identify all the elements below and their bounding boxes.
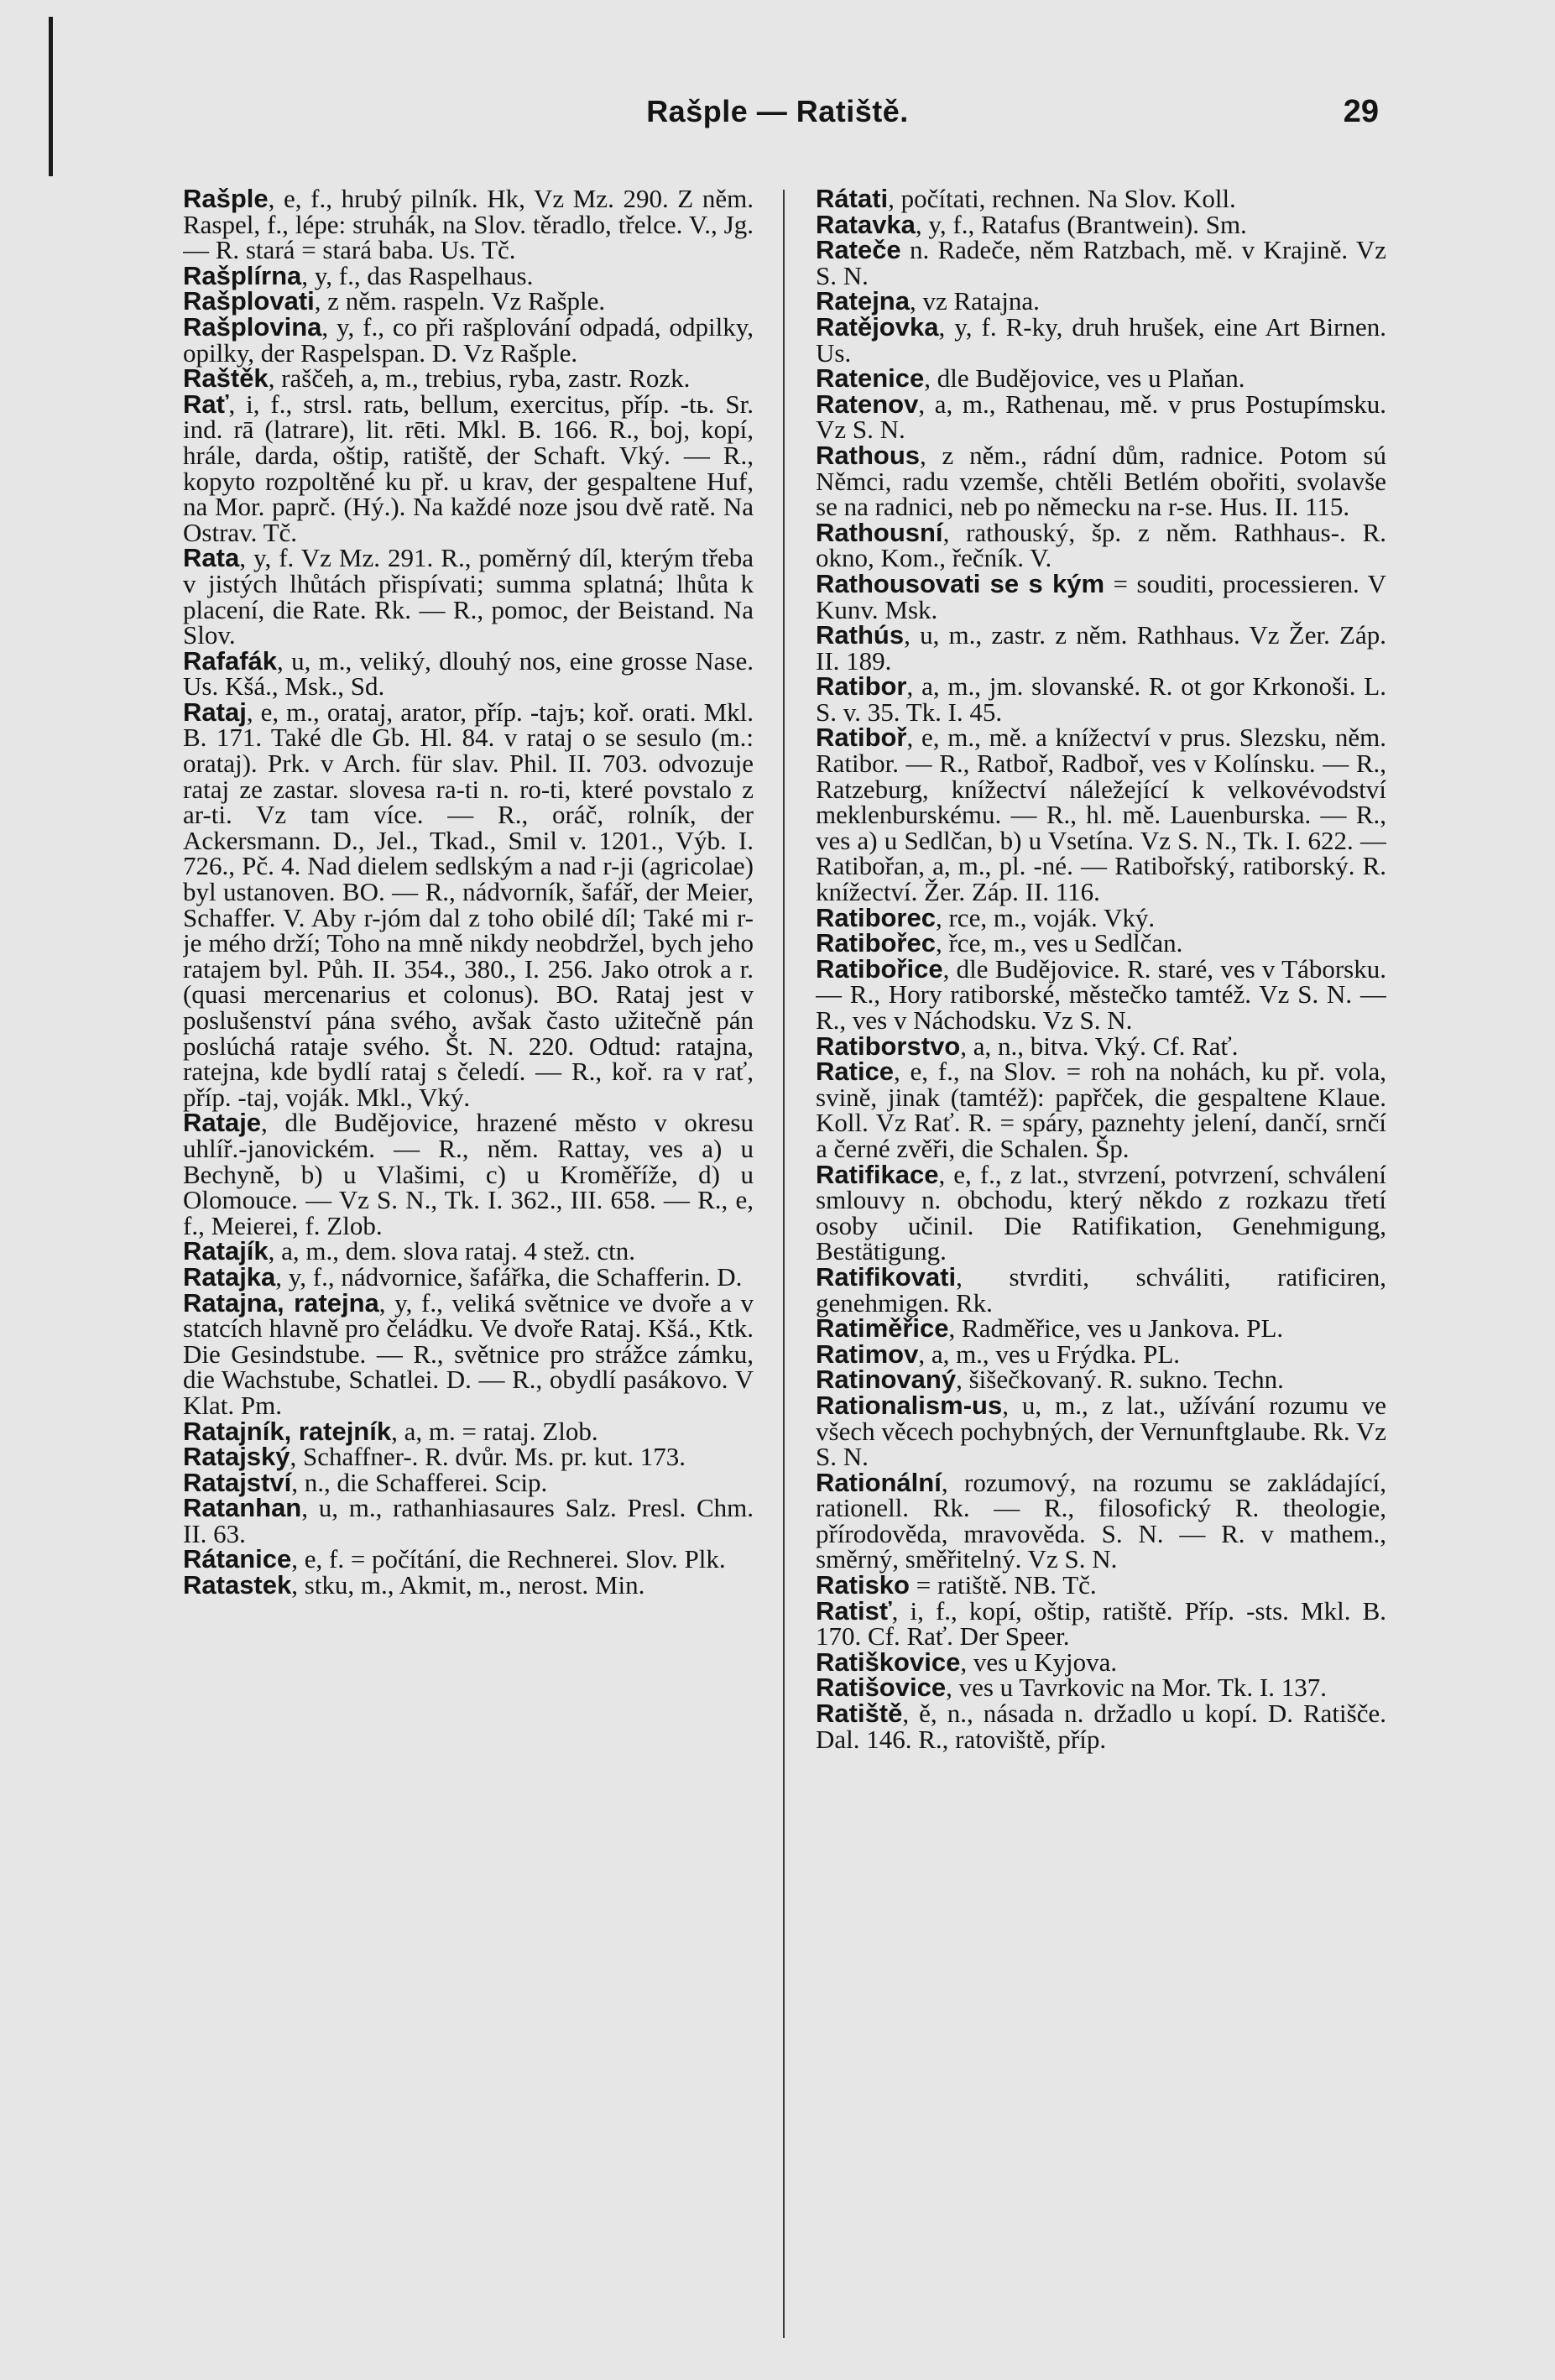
entry-headword: Ratiborstvo bbox=[816, 1031, 961, 1061]
dictionary-entry bbox=[816, 1390, 1386, 1472]
dictionary-entry bbox=[816, 1467, 1386, 1574]
entry-definition: , stku, m., Akmit, m., nerost. Min. bbox=[291, 1570, 645, 1600]
entry-headword: Ratiškovice bbox=[816, 1647, 961, 1677]
entry-definition: , dle Budějovice, hrazené město v okresu uhlíř.-janovickém. — R., něm. Rattay, ves a) u Bechyně, b) u Vlašimi, c) u Kroměříže, d) u Olomouce. — Vz S. N., Tk. I. 362., III. 658. — R., e, f., Meierei, f. Zlob. bbox=[183, 1108, 754, 1240]
entry-headword: Ratice bbox=[816, 1057, 895, 1087]
dictionary-entry bbox=[816, 671, 1386, 727]
entry-definition: , y, f., Ratafus (Brantwein). Sm. bbox=[915, 209, 1247, 239]
entry-headword: Rať bbox=[183, 389, 229, 419]
entry-definition: , rozumový, na rozumu se zakládající, rationell. Rk. — R., filosofický R. theologie, přírodověda, mravověda. S. N. — R. v mathem., směrný, směřitelný. Vz S. N. bbox=[816, 1467, 1386, 1574]
dictionary-entry bbox=[816, 186, 1386, 212]
dictionary-entry bbox=[816, 620, 1386, 676]
entry-headword: Rátanice bbox=[183, 1544, 292, 1574]
dictionary-entry bbox=[816, 953, 1386, 1035]
dictionary-entry bbox=[816, 1647, 1386, 1677]
dictionary-entry bbox=[816, 1059, 1386, 1161]
entry-definition: , y, f. R-ky, druh hrušek, eine Art Birnen. Us. bbox=[816, 311, 1386, 368]
entry-definition: , Schaffner-. R. dvůr. Ms. pr. kut. 173. bbox=[290, 1442, 686, 1472]
entry-headword: Ratějovka bbox=[816, 311, 939, 342]
dictionary-entry bbox=[183, 1236, 754, 1266]
entry-definition: , u, m., veliký, dlouhý nos, eine grosse Nase. Us. Kšá., Msk., Sd. bbox=[183, 645, 754, 702]
entry-headword: Rašplovati bbox=[183, 286, 315, 316]
entry-headword: Ratejna bbox=[816, 286, 910, 316]
entry-definition: , y, f., nádvornice, šafářka, die Schafferin. D. bbox=[275, 1261, 743, 1292]
dictionary-entry bbox=[183, 1495, 754, 1547]
dictionary-entry bbox=[183, 1467, 754, 1497]
entry-definition: , ě, n., násada n. držadlo u kopí. D. Ratišče. Dal. 146. R., ratoviště, příp. bbox=[816, 1699, 1386, 1754]
entry-headword: Ratajství bbox=[183, 1467, 292, 1497]
right-column bbox=[816, 186, 1386, 2360]
entry-definition: , šišečkovaný. R. sukno. Techn. bbox=[956, 1365, 1284, 1395]
dictionary-entry bbox=[816, 1367, 1386, 1393]
dictionary-entry bbox=[816, 1313, 1386, 1344]
entry-definition: , a, m., jm. slovanské. R. ot gor Krkonoši. L. S. v. 35. Tk. I. 45. bbox=[816, 671, 1386, 727]
dictionary-entry bbox=[183, 363, 754, 394]
entry-headword: Ratanhan bbox=[183, 1493, 302, 1523]
entry-definition: , u, m., z lat., užívání rozumu ve všech věcech pochybných, der Vernunftglaube. Rk. Vz S. N. bbox=[816, 1390, 1386, 1472]
entry-headword: Rathousovati se s kým bbox=[816, 568, 1105, 598]
dictionary-entry bbox=[816, 902, 1386, 932]
entry-definition: , Radměřice, ves u Jankova. PL. bbox=[948, 1313, 1284, 1344]
dictionary-entry bbox=[183, 286, 754, 316]
entry-headword: Ratavka bbox=[816, 209, 916, 239]
entry-definition: n. Radeče, něm Ratzbach, mě. v Krajině. Vz S. N. bbox=[816, 235, 1386, 290]
dictionary-entry bbox=[816, 725, 1386, 905]
dictionary-entry bbox=[816, 237, 1386, 289]
entry-headword: Rátati bbox=[816, 186, 889, 213]
entry-definition: , vz Ratajna. bbox=[909, 286, 1040, 316]
entry-headword: Ratajna, ratejna bbox=[183, 1287, 379, 1318]
entry-definition: , raščeh, a, m., trebius, ryba, zastr. Rozk. bbox=[268, 363, 691, 394]
dictionary-entry bbox=[183, 1261, 754, 1292]
dictionary-entry bbox=[816, 1159, 1386, 1266]
dictionary-entry bbox=[183, 186, 754, 264]
dictionary-entry bbox=[816, 363, 1386, 394]
entry-headword: Ratifikovati bbox=[816, 1261, 957, 1292]
entry-definition: , u, m., zastr. z něm. Rathhaus. Vz Žer. Záp. II. 189. bbox=[816, 620, 1386, 676]
entry-headword: Rašplírna bbox=[183, 260, 302, 290]
dictionary-entry bbox=[183, 260, 754, 290]
entry-headword: Ratajský bbox=[183, 1442, 290, 1472]
dictionary-entry bbox=[183, 697, 754, 1112]
left-column bbox=[183, 186, 754, 2360]
entry-headword: Rataj bbox=[183, 697, 247, 727]
entry-headword: Ratiměřice bbox=[816, 1313, 949, 1344]
entry-headword: Ratiště bbox=[816, 1699, 903, 1729]
dictionary-entry bbox=[183, 311, 754, 368]
entry-definition: , a, m. = rataj. Zlob. bbox=[391, 1416, 598, 1446]
entry-definition: , n., die Schafferei. Scip. bbox=[291, 1467, 548, 1497]
entry-headword: Ratenov bbox=[816, 389, 919, 419]
entry-definition: , a, n., bitva. Vký. Cf. Rať. bbox=[960, 1031, 1239, 1061]
dictionary-entry bbox=[183, 1544, 754, 1574]
entry-definition: , z něm. raspeln. Vz Rašple. bbox=[314, 286, 606, 316]
dictionary-entry bbox=[816, 311, 1386, 368]
entry-headword: Rata bbox=[183, 543, 240, 573]
dictionary-entry bbox=[183, 1416, 754, 1446]
entry-headword: Ratenice bbox=[816, 363, 925, 394]
entry-definition: = souditi, processieren. V Kunv. Msk. bbox=[816, 568, 1386, 624]
entry-definition: = ratiště. NB. Tč. bbox=[909, 1570, 1097, 1600]
dictionary-entry bbox=[816, 517, 1386, 573]
entry-headword: Rašple bbox=[183, 186, 269, 213]
entry-headword: Ratimov bbox=[816, 1339, 919, 1369]
entry-definition: , i, f., strsl. ratь, bellum, exercitus, příp. -tь. Sr. ind. rā (latrare), lit. rēti. Mkl. B. 166. R., boj, kopí, hrále, darda, oštip, ratiště, der Schaft. Vký. — R., kopyto rozpoltěné ku př. u krav, der gespaltene Huf, na Mor. paprč. (Hý.). Na každé noze jsou dvě ratě. Na Ostrav. Tč. bbox=[183, 389, 754, 547]
entry-headword: Ratajník, ratejník bbox=[183, 1416, 392, 1446]
dictionary-entry bbox=[816, 1570, 1386, 1600]
entry-headword: Rathús bbox=[816, 620, 905, 650]
entry-definition: , řce, m., ves u Sedlčan. bbox=[935, 928, 1183, 958]
entry-definition: , ves u Tavrkovic na Mor. Tk. I. 137. bbox=[946, 1673, 1327, 1703]
entry-definition: , y, f., veliká světnice ve dvoře a v statcích hlavně pro čeládku. Ve dvoře Rataj. Kšá., Ktk. Die Gesindstube. — R., světnice pro strážce zámku, die Wachstube, Schatlei. D. — R., obydlí pasákovo. V Klat. Pm. bbox=[183, 1287, 754, 1420]
dictionary-entry bbox=[816, 286, 1386, 316]
entry-headword: Rafafák bbox=[183, 645, 277, 676]
entry-headword: Rationalism-us bbox=[816, 1390, 1003, 1420]
entry-definition: , e, f. = počítání, die Rechnerei. Slov. Plk. bbox=[291, 1544, 726, 1574]
dictionary-entry bbox=[816, 1261, 1386, 1318]
entry-headword: Ratiboř bbox=[816, 723, 907, 753]
entry-headword: Ratišovice bbox=[816, 1673, 947, 1703]
dictionary-entry bbox=[183, 1570, 754, 1600]
entry-headword: Ratajka bbox=[183, 1261, 276, 1292]
entry-headword: Rationální bbox=[816, 1467, 942, 1497]
dictionary-entry bbox=[816, 1031, 1386, 1061]
dictionary-entry bbox=[816, 440, 1386, 522]
dictionary-entry bbox=[183, 1110, 754, 1239]
dictionary-entry bbox=[183, 645, 754, 702]
entry-definition: , počítati, rechnen. Na Slov. Koll. bbox=[888, 186, 1236, 213]
entry-definition: , a, m., dem. slova rataj. 4 stež. ctn. bbox=[268, 1236, 635, 1266]
entry-definition: , dle Budějovice. R. staré, ves v Táborsku. — R., Hory ratiborské, městečko tamtéž. Vz S. N. — R., ves v Náchodsku. Vz S. N. bbox=[816, 953, 1386, 1035]
dictionary-entry bbox=[816, 1675, 1386, 1701]
entry-definition: , e, m., oratај, arator, příp. -tajъ; koř. orati. Mkl. B. 171. Také dle Gb. Hl. 84. v rataj o se sesulo (m.: oratај). Prk. v Arch. für slav. Phil. II. 703. odvozuje rataj ze zastar. slovesa ra-ti n. ro-ti, které povstalo z ar-ti. Vz tam více. — R., oráč, rolník, der Ackersmann. D., Jel., Tkad., Smil v. 1201., Výb. I. 726., Pč. 4. Nad dielem sedlským a nad r-ji (agricolae) byl ustanoven. BO. — R., nádvorník, šafář, der Meier, Schaffer. V. Aby r-jóm dal z toho obilé díl; Také mi r-je mého drží; Toho na mně nikdy neobdržel, bych jeho ratajem byl. Půh. II. 354., 380., I. 256. Jako otrok a r. (quasi mercenarius et colonus). BO. Rataj jest v poslušenství pána svého, avšak často užitečně pán poslúchá rataje svého. Št. N. 220. Odtud: ratajna, ratejna, kde bydlí rataj s čeledí. — R., koř. ra v rať, příp. -taj, voják. Mkl., Vký. bbox=[183, 697, 754, 1112]
dictionary-entry bbox=[816, 928, 1386, 958]
page-header bbox=[0, 94, 1555, 144]
entry-definition: , e, f., na Slov. = roh na nohách, ku př. vola, svině, jinak (tamtéž): papřček, die gespaltene Klaue. Koll. Vz Rať. R. = spáry, paznehty jelení, dančí, srnčí a černé zvěři, die Schalen. Šp. bbox=[816, 1057, 1386, 1163]
entry-headword: Ratajík bbox=[183, 1236, 269, 1266]
dictionary-entry bbox=[183, 1444, 754, 1470]
dictionary-entry bbox=[816, 1701, 1386, 1752]
entry-headword: Ratifikace bbox=[816, 1159, 939, 1189]
entry-definition: , y, f. Vz Mz. 291. R., poměrný díl, kterým třeba v jistých lhůtách přispívati; summa splatná; lhůta k placení, die Rate. Rk. — R., pomoc, der Beistand. Na Slov. bbox=[183, 543, 754, 650]
dictionary-entry bbox=[816, 209, 1386, 239]
entry-definition: , dle Budějovice, ves u Plaňan. bbox=[924, 363, 1245, 394]
entry-headword: Raštěk bbox=[183, 363, 269, 394]
entry-definition: , u, m., rathanhiasaures Salz. Presl. Chm. II. 63. bbox=[183, 1493, 754, 1548]
entry-headword: Ratibořice bbox=[816, 953, 943, 984]
entry-headword: Rataje bbox=[183, 1108, 262, 1138]
page-number: 29 bbox=[1343, 94, 1379, 129]
dictionary-entry bbox=[816, 1595, 1386, 1652]
entry-definition: , e, f., hrubý pilník. Hk, Vz Mz. 290. Z něm. Raspel, f., lépe: struhák, na Slov. těradlo, třelce. V., Jg. — R. stará = stará baba. Us. Tč. bbox=[183, 186, 754, 265]
entry-headword: Ratinovaný bbox=[816, 1365, 957, 1395]
entry-definition: , a, m., Rathenau, mě. v prus Postupímsku. Vz S. N. bbox=[816, 389, 1386, 445]
dictionary-entry bbox=[183, 389, 754, 547]
entry-headword: Ratibořec bbox=[816, 928, 936, 958]
entry-definition: , rathouský, šp. z něm. Rathhaus-. R. okno, Kom., řečník. V. bbox=[816, 517, 1386, 573]
entry-headword: Rathousní bbox=[816, 517, 943, 547]
dictionary-entry bbox=[183, 1287, 754, 1420]
entry-definition: , e, m., mě. a knížectví v prus. Slezsku, něm. Ratibor. — R., Ratboř, Radboř, ves v Kolínsku. — R., Ratzeburg, knížectví náležející k velkovévodství meklenburskému. — R., hl. mě. Lauenburska. — R., ves a) u Sedlčan, b) u Vsetína. Vz S. N., Tk. I. 622. — Ratibořan, a, m., pl. -né. — Ratibořský, ratiborský. R. knížectví. Žer. Záp. II. 116. bbox=[816, 723, 1386, 907]
entry-headword: Ratastek bbox=[183, 1570, 292, 1600]
entry-definition: , a, m., ves u Frýdka. PL. bbox=[918, 1339, 1181, 1369]
dictionary-entry bbox=[816, 568, 1386, 624]
entry-headword: Ratibor bbox=[816, 671, 907, 702]
entry-definition: , e, f., z lat., stvrzení, potvrzení, schválení smlouvy n. obchodu, který někdo z rozkazu třetí osoby učinil. Die Ratifikation, Genehmigung, Bestätigung. bbox=[816, 1159, 1386, 1266]
dictionary-entry bbox=[183, 545, 754, 648]
entry-headword: Ratiborec bbox=[816, 902, 936, 932]
entry-headword: Rathous bbox=[816, 440, 920, 470]
dictionary-entry bbox=[816, 1339, 1386, 1369]
entry-headword: Ratisko bbox=[816, 1570, 910, 1600]
entry-definition: , z něm., rádní dům, radnice. Potom sú Němci, radu vzemše, chtěli Betlém obořiti, svolavše se na radnici, neb po německu na r-se. Hus. II. 115. bbox=[816, 440, 1386, 522]
entry-definition: , stvrditi, schváliti, ratificiren, genehmigen. Rk. bbox=[816, 1261, 1386, 1318]
entry-definition: , i, f., kopí, oštip, ratiště. Příp. -sts. Mkl. B. 170. Cf. Rať. Der Speer. bbox=[816, 1595, 1386, 1652]
dictionary-entry bbox=[816, 389, 1386, 445]
entry-headword: Ratisť bbox=[816, 1595, 892, 1626]
entry-definition: , y, f., das Raspelhaus. bbox=[301, 260, 534, 290]
entry-definition: , ves u Kyjova. bbox=[960, 1647, 1118, 1677]
column-divider bbox=[783, 190, 785, 2338]
entry-definition: , y, f., co při rašplování odpadá, odpilky, opilky, der Raspelspan. D. Vz Rašple. bbox=[183, 311, 754, 368]
entry-definition: , rce, m., voják. Vký. bbox=[935, 902, 1156, 932]
entry-headword: Rašplovina bbox=[183, 311, 322, 342]
entry-headword: Rateče bbox=[816, 235, 901, 265]
running-title: Rašple — Ratiště. bbox=[646, 94, 909, 128]
